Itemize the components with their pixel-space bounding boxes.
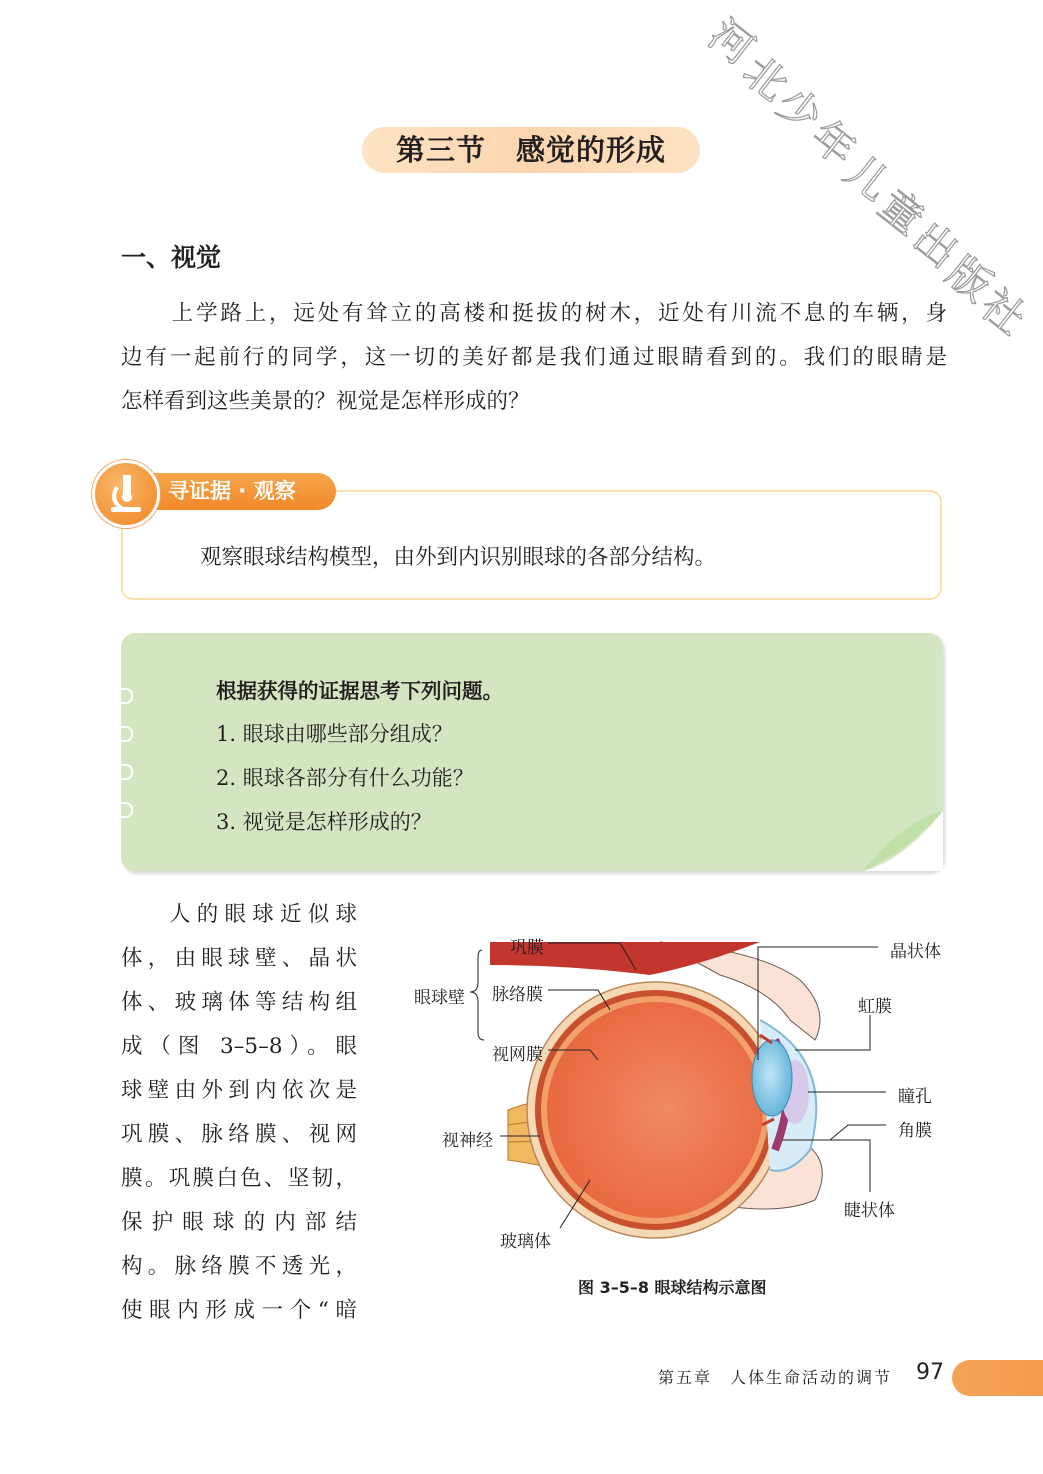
label-cornea: 角膜: [898, 1121, 932, 1141]
microscope-icon: [92, 460, 160, 528]
footer-accent-bar: [952, 1360, 1043, 1396]
evidence-tab-label: 寻证据 · 观察: [168, 479, 296, 503]
question-item: 2. 眼球各部分有什么功能？: [216, 766, 474, 790]
binder-ring: [109, 764, 133, 780]
label-choroid: 脉络膜: [492, 985, 543, 1005]
body-text-column: [121, 893, 357, 1333]
body-line: 构。脉络膜不透光，: [121, 1254, 357, 1279]
binder-ring: [109, 726, 133, 742]
watermark-char: 年: [801, 110, 866, 176]
intro-line: 上学路上，远处有耸立的高楼和挺拔的树木，近处有川流不息的车辆，身: [169, 301, 947, 326]
body-line: 体、玻璃体等结构组: [121, 990, 357, 1015]
figure-caption: 图 3–5–8 眼球结构示意图: [578, 1278, 767, 1297]
watermark-char: 河: [699, 9, 764, 75]
label-pupil: 瞳孔: [898, 1087, 932, 1107]
body-line: 保护眼球的内部结: [121, 1210, 357, 1235]
body-line: 使眼内形成一个“暗: [121, 1298, 357, 1323]
publisher-watermark: [699, 9, 1043, 345]
body-line: 成（图 3–5–8）。眼: [121, 1034, 357, 1059]
question-item: 1. 眼球由哪些部分组成？: [216, 722, 453, 746]
intro-line: 怎样看到这些美景的？视觉是怎样形成的？: [121, 389, 530, 414]
intro-line: 边有一起前行的同学，这一切的美好都是我们通过眼睛看到的。我们的眼睛是: [121, 345, 947, 370]
body-line: 球壁由外到内依次是: [121, 1078, 357, 1103]
label-optic-nerve: 视神经: [442, 1131, 493, 1151]
watermark-char: 版: [937, 246, 1002, 312]
watermark-char: 儿: [835, 145, 900, 211]
page-curl-corner: [863, 811, 943, 871]
binder-ring: [109, 688, 133, 704]
label-ciliary-body: 睫状体: [844, 1201, 895, 1221]
body-line: 体，由眼球壁、晶状: [121, 946, 357, 971]
page-number: 97: [916, 1360, 944, 1385]
watermark-char: 出: [903, 212, 968, 278]
watermark-char: 北: [733, 45, 798, 111]
label-eyeball-wall: 眼球壁: [414, 988, 465, 1008]
intro-paragraph: [121, 292, 947, 424]
body-line: 巩膜、脉络膜、视网: [121, 1122, 357, 1147]
label-retina: 视网膜: [492, 1045, 543, 1065]
chapter-footer: 第五章 人体生命活动的调节: [658, 1368, 893, 1387]
question-heading: 根据获得的证据思考下列问题。: [216, 679, 503, 703]
label-sclera: 巩膜: [510, 938, 544, 958]
question-item: 3. 视觉是怎样形成的？: [216, 810, 432, 834]
watermark-char: 少: [767, 77, 832, 143]
body-line: 人的眼球近似球: [169, 902, 357, 927]
label-lens: 晶状体: [890, 942, 941, 962]
subsection-heading: 一、视觉: [121, 243, 222, 272]
section-title: 第三节 感觉的形成: [395, 133, 666, 167]
watermark-char: 童: [869, 179, 934, 245]
body-line: 膜。巩膜白色、坚韧，: [121, 1166, 357, 1191]
label-vitreous: 玻璃体: [500, 1232, 551, 1252]
label-iris: 虹膜: [858, 997, 892, 1017]
binder-ring: [109, 802, 133, 818]
watermark-char: 社: [971, 279, 1036, 345]
evidence-text: 观察眼球结构模型，由外到内识别眼球的各部分结构。: [200, 545, 717, 570]
